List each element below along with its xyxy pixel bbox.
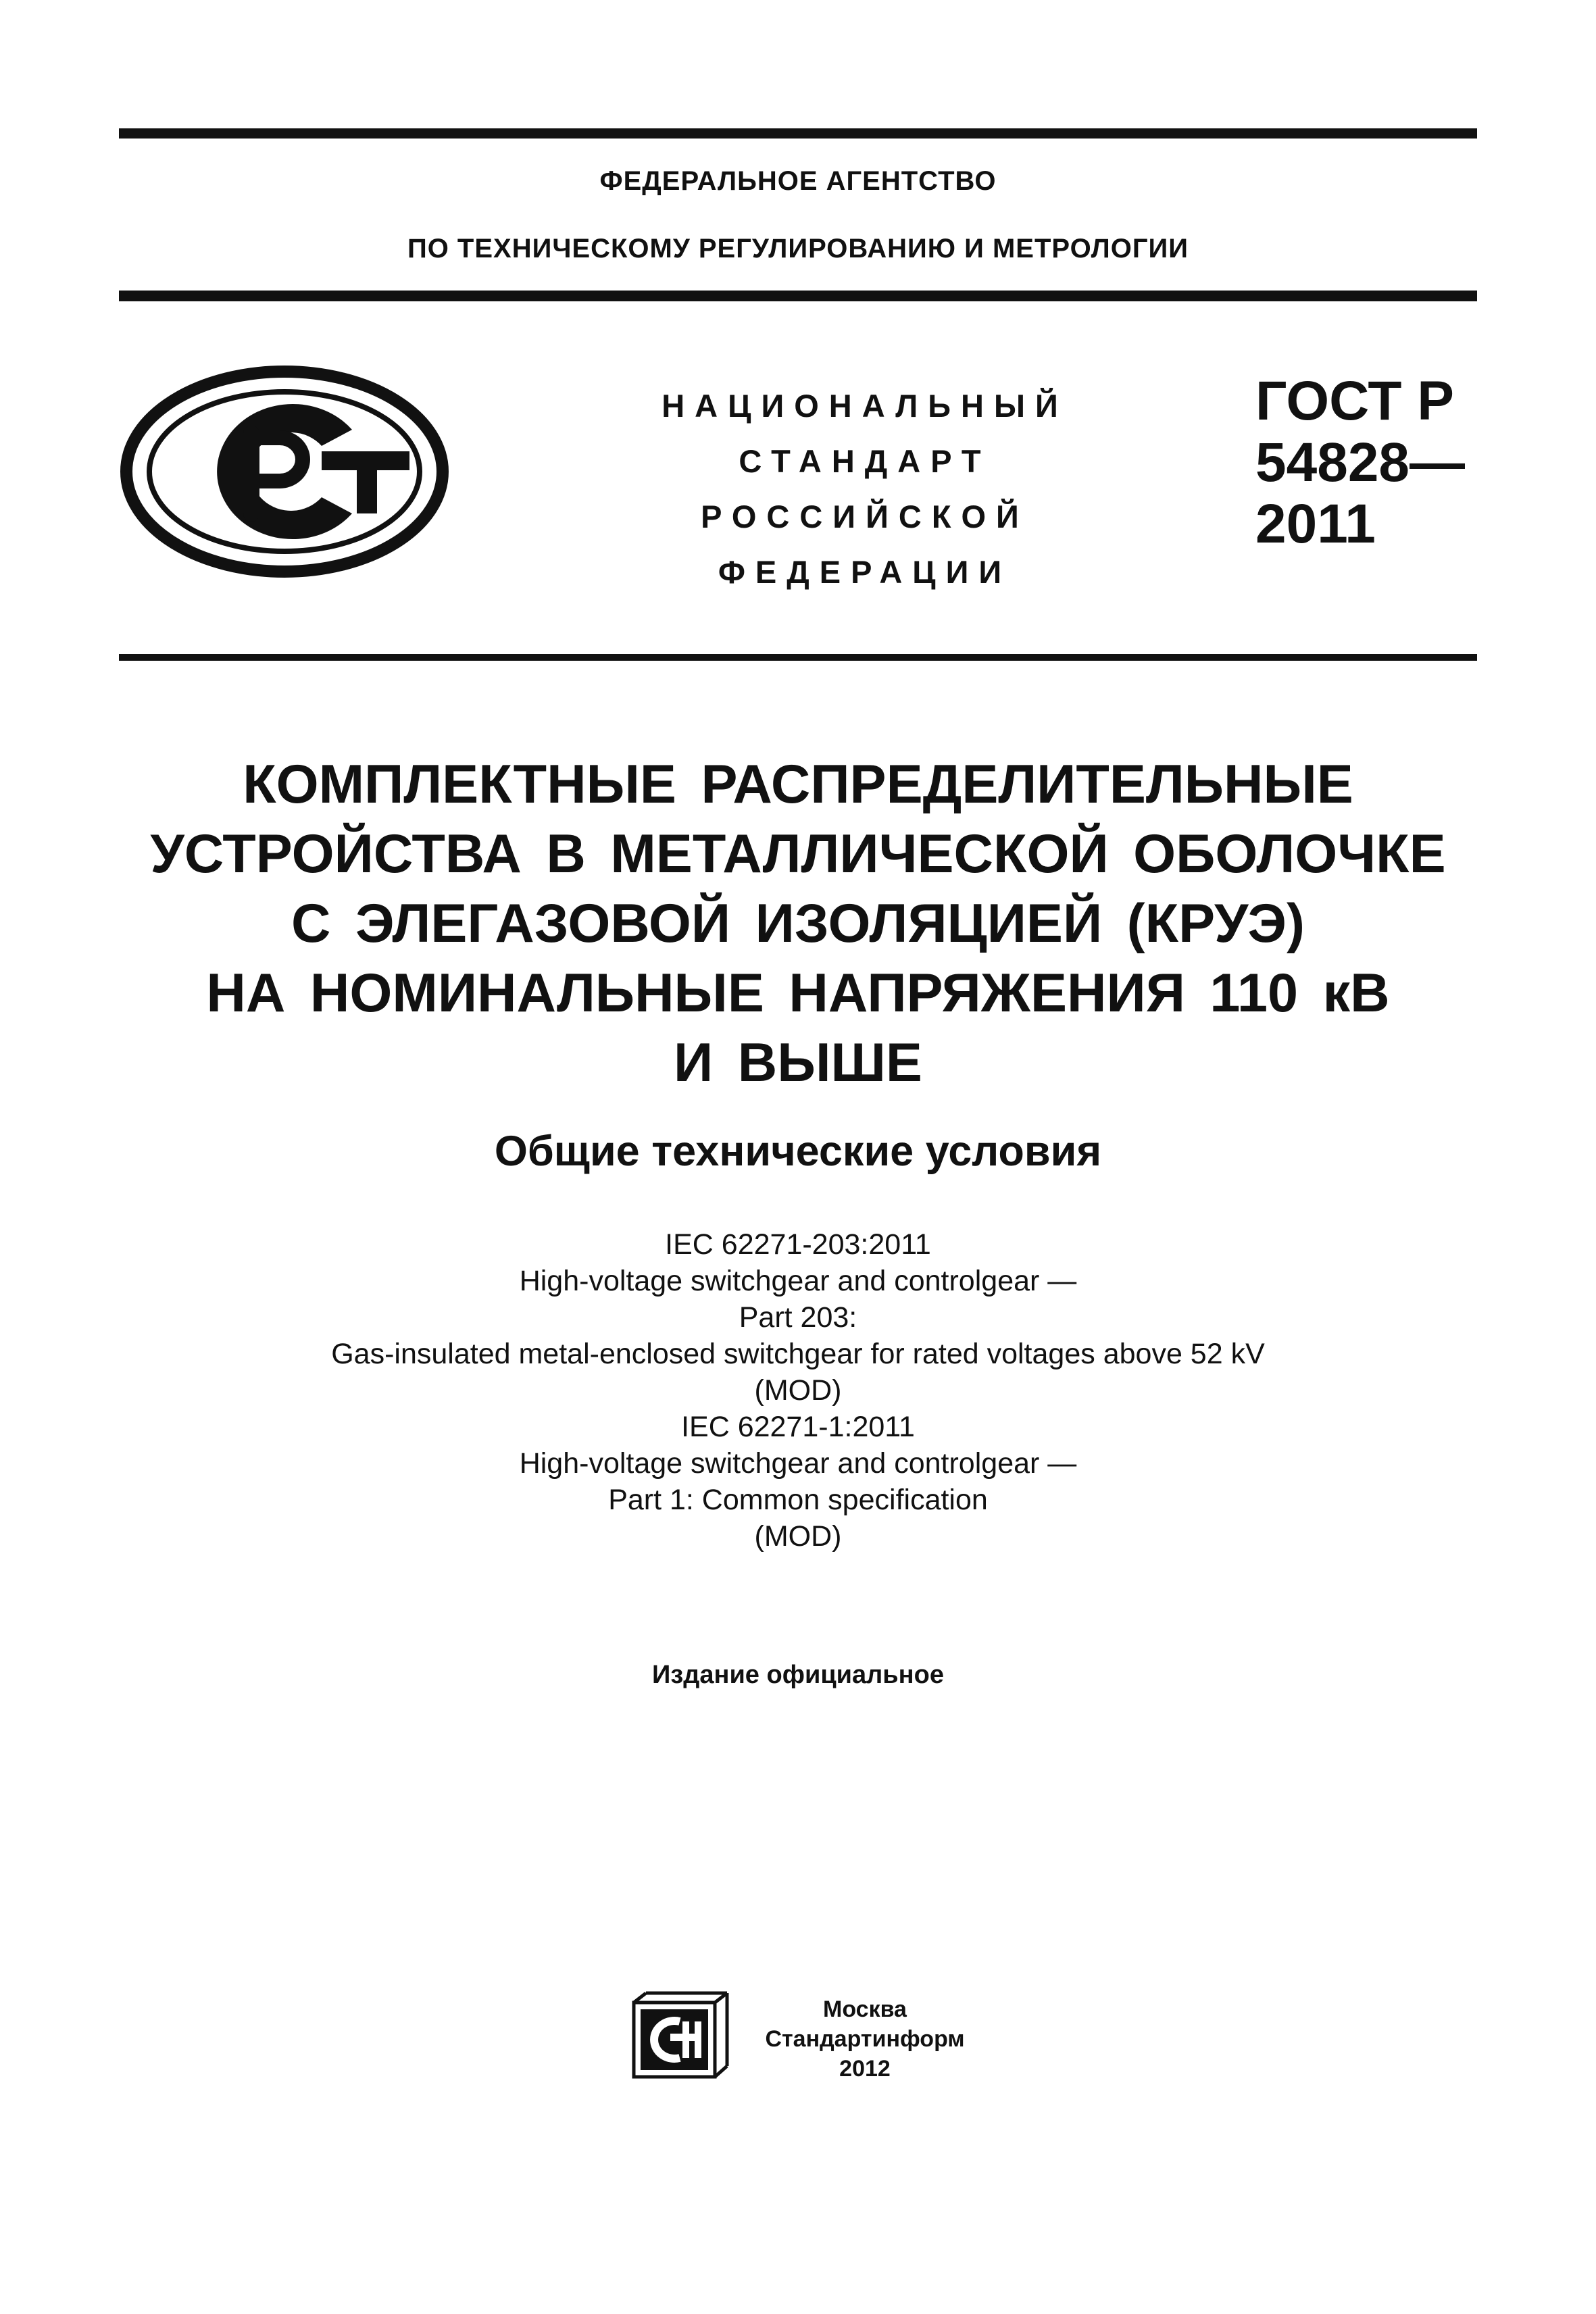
rst-mark-icon <box>119 363 450 580</box>
document-subtitle: Общие технические условия <box>494 1128 1102 1175</box>
reference-line: (MOD) <box>754 1374 842 1407</box>
title-line: НА НОМИНАЛЬНЫЕ НАПРЯЖЕНИЯ 110 кВ <box>206 963 1390 1024</box>
si-publisher-icon <box>630 1990 731 2085</box>
designation-line: 2011 <box>1255 493 1376 555</box>
reference-line: Part 203: <box>739 1301 857 1334</box>
reference-line: IEC 62271-1:2011 <box>681 1411 915 1443</box>
agency-line-2: ПО ТЕХНИЧЕСКОМУ РЕГУЛИРОВАНИЮ И МЕТРОЛОГИИ <box>407 234 1189 263</box>
national-standard-label <box>608 378 1122 600</box>
reference-line: High-voltage switchgear and controlgear — <box>519 1265 1077 1297</box>
title-line: И ВЫШЕ <box>674 1032 922 1093</box>
national-line: РОССИЙСКОЙ <box>701 499 1029 534</box>
designation-line: 54828— <box>1255 432 1466 493</box>
title-line: С ЭЛЕГАЗОВОЙ ИЗОЛЯЦИЕЙ (КРУЭ) <box>291 893 1305 954</box>
publisher-city: Москва <box>823 1996 907 2022</box>
reference-line: Gas-insulated metal-enclosed switchgear for rated voltages above 52 kV <box>331 1338 1265 1370</box>
publisher-year: 2012 <box>839 2056 891 2082</box>
reference-line: High-voltage switchgear and controlgear — <box>519 1447 1077 1480</box>
international-references <box>0 1226 1596 1555</box>
title-block-rule <box>119 654 1477 661</box>
top-rule <box>119 128 1477 139</box>
document-title <box>0 750 1596 1098</box>
agency-line-1: ФЕДЕРАЛЬНОЕ АГЕНТСТВО <box>599 166 997 196</box>
edition-label: Издание официальное <box>652 1661 944 1689</box>
publisher-info <box>750 1994 980 2084</box>
standard-designation <box>1255 370 1465 555</box>
national-line: СТАНДАРТ <box>739 443 991 479</box>
national-line: НАЦИОНАЛЬНЫЙ <box>662 388 1068 424</box>
header-rule <box>119 291 1477 301</box>
publisher-name: Стандартинформ <box>765 2026 965 2052</box>
designation-line: ГОСТ Р <box>1255 370 1454 432</box>
title-line: УСТРОЙСТВА В МЕТАЛЛИЧЕСКОЙ ОБОЛОЧКЕ <box>150 824 1446 884</box>
reference-line: (MOD) <box>754 1520 842 1553</box>
title-line: КОМПЛЕКТНЫЕ РАСПРЕДЕЛИТЕЛЬНЫЕ <box>243 754 1353 815</box>
reference-line: IEC 62271-203:2011 <box>665 1228 931 1261</box>
national-line: ФЕДЕРАЦИИ <box>718 554 1012 590</box>
reference-line: Part 1: Common specification <box>608 1484 988 1516</box>
